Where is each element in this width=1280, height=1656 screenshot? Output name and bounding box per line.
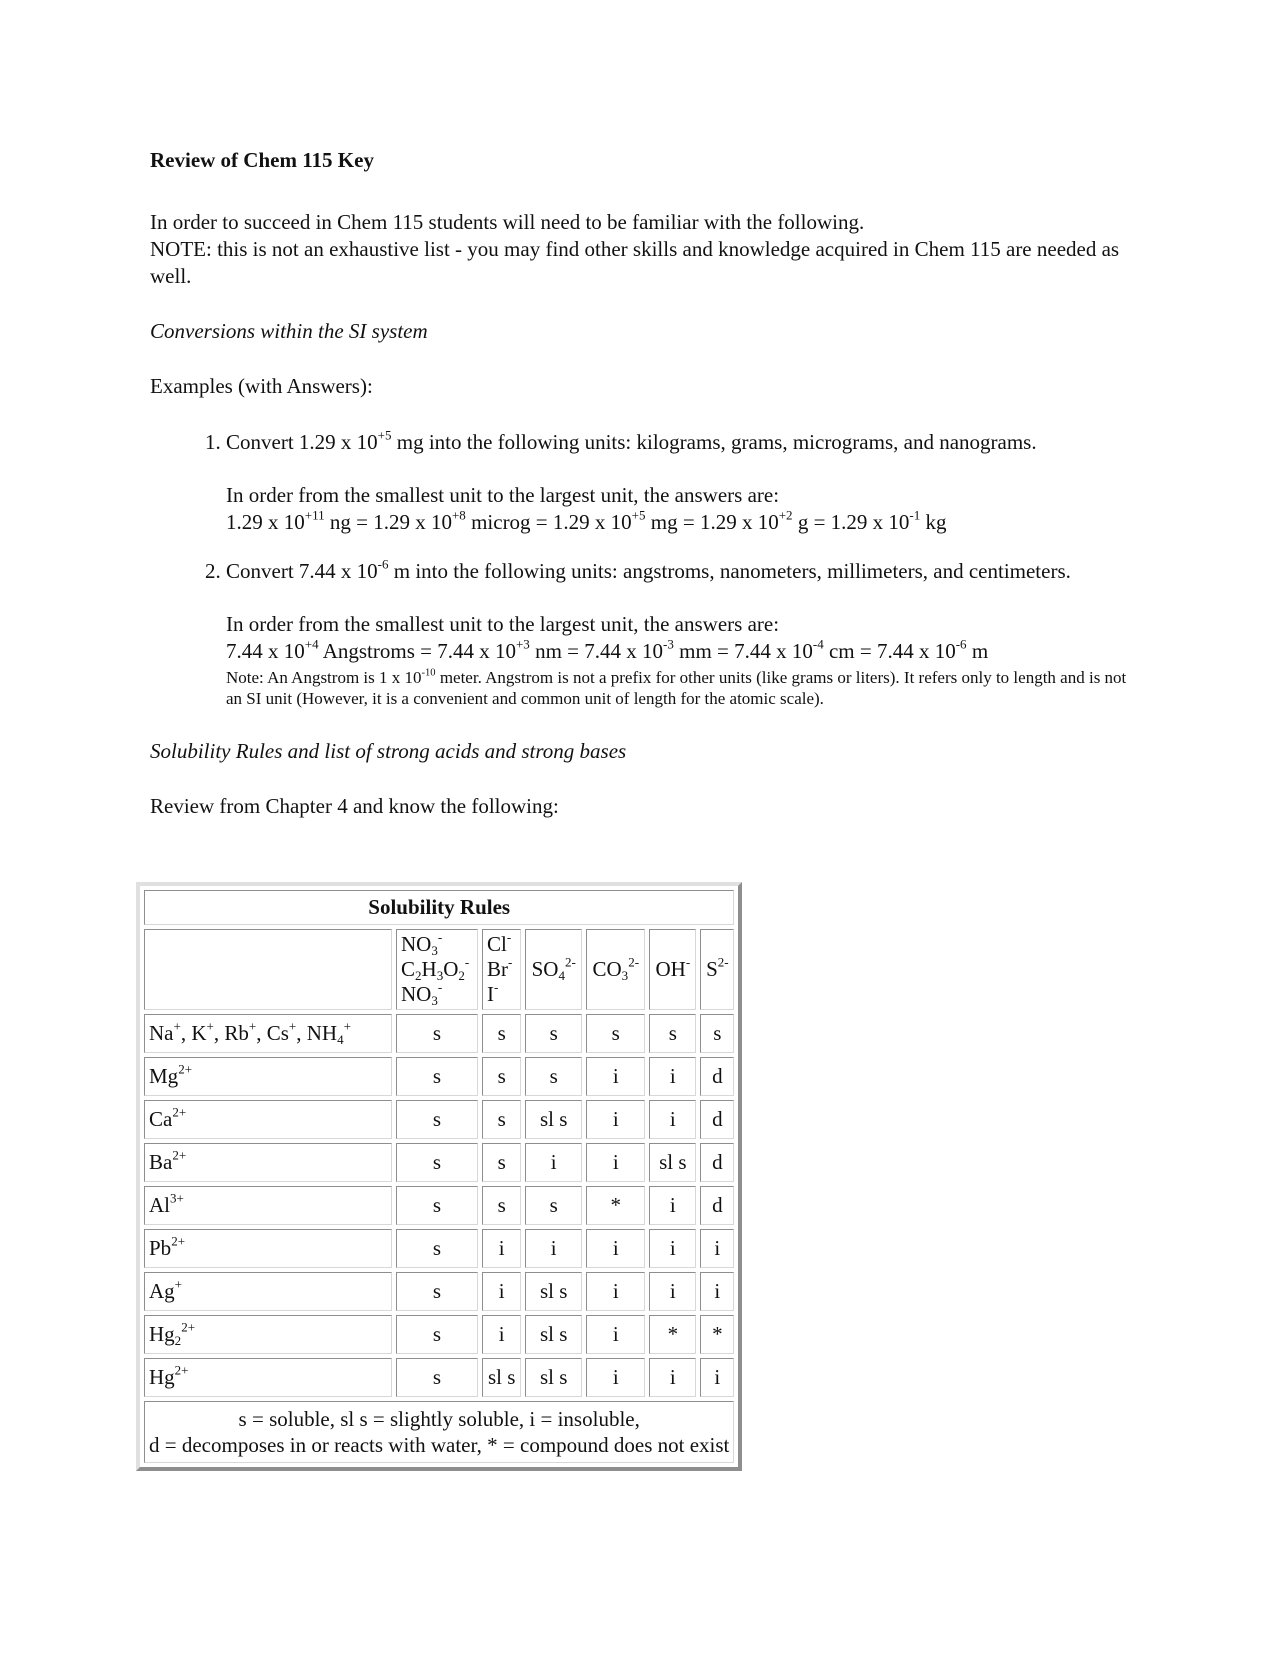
cation-cell: $Pb^{2+}$ (144, 1229, 392, 1268)
table-row (144, 1315, 734, 1354)
solubility-cell: d (700, 1057, 734, 1096)
solubility-cell: * (586, 1186, 645, 1225)
solubility-table-frame (136, 882, 742, 1471)
anion-header: OH- (649, 929, 696, 1010)
section-heading-solubility: Solubility Rules and list of strong acids and strong bases (150, 739, 627, 763)
solubility-cell: i (649, 1186, 696, 1225)
anion-header-row (144, 929, 734, 1010)
solubility-cell: sl s (525, 1315, 582, 1354)
solubility-cell: s (396, 1229, 478, 1268)
document-page (150, 148, 1130, 820)
example-item (226, 429, 1130, 536)
answer-block (226, 482, 1130, 536)
solubility-cell: i (586, 1057, 645, 1096)
solubility-cell: s (396, 1315, 478, 1354)
solubility-cell: i (525, 1143, 582, 1182)
solubility-cell: i (700, 1358, 734, 1397)
table-row (144, 1057, 734, 1096)
answer-intro: In order from the smallest unit to the largest unit, the answers are: (226, 612, 780, 636)
solubility-cell: s (482, 1100, 521, 1139)
angstrom-note: Note: An Angstrom is 1 x $10^{-10}$ meter. Angstrom is not a prefix for other units (like grams or liters). It refers only to length and is not an SI unit (However, it is a convenient and common unit of length for the atomic scale). (226, 667, 1127, 708)
solubility-cell: * (649, 1315, 696, 1354)
solubility-cell: i (586, 1315, 645, 1354)
solubility-cell: i (700, 1272, 734, 1311)
section-heading-si-conversions: Conversions within the SI system (150, 319, 428, 343)
solubility-cell: i (586, 1100, 645, 1139)
solubility-cell: d (700, 1186, 734, 1225)
table-row (144, 1358, 734, 1397)
solubility-cell: i (649, 1057, 696, 1096)
solubility-cell: i (586, 1358, 645, 1397)
table-row (144, 1186, 734, 1225)
solubility-cell: s (482, 1143, 521, 1182)
solubility-cell: i (525, 1229, 582, 1268)
cation-cell: $Hg_2^{2+}$ (144, 1315, 392, 1354)
solubility-cell: sl s (482, 1358, 521, 1397)
legend-line: d = decomposes in or reacts with water, * = compound does not exist (149, 1433, 730, 1457)
cation-cell: $Al^{3+}$ (144, 1186, 392, 1225)
solubility-cell: * (700, 1315, 734, 1354)
solubility-cell: i (586, 1143, 645, 1182)
solubility-cell: i (649, 1358, 696, 1397)
anion-header: $CO_3^{2-}$ (586, 929, 645, 1010)
solubility-cell: sl s (525, 1100, 582, 1139)
solubility-cell: i (649, 1229, 696, 1268)
table-row (144, 1100, 734, 1139)
corner-cell (144, 929, 392, 1010)
cation-cell: Na+, K+, Rb+, Cs+, $NH_4^+$ (144, 1014, 392, 1053)
table-row (144, 1143, 734, 1182)
solubility-cell: i (649, 1100, 696, 1139)
solubility-cell: s (525, 1186, 582, 1225)
answer-intro: In order from the smallest unit to the largest unit, the answers are: (226, 483, 780, 507)
solubility-cell: s (649, 1014, 696, 1053)
cation-cell: Ag+ (144, 1272, 392, 1311)
solubility-cell: s (482, 1014, 521, 1053)
answer-chain: 1.29 x $10^{+11}$ ng = 1.29 x $10^{+8}$ microg = 1.29 x $10^{+5}$ mg = 1.29 x $10^{+2}$ g = 1.29 x $10^{-1}$ kg (226, 507, 947, 534)
table-row (144, 1229, 734, 1268)
legend-line: s = soluble, sl s = slightly soluble, i = insoluble, (238, 1407, 640, 1431)
solubility-cell: i (482, 1315, 521, 1354)
example-item (226, 558, 1130, 709)
review-instruction: Review from Chapter 4 and know the following: (150, 794, 559, 818)
answer-block (226, 611, 1130, 709)
table-row (144, 1272, 734, 1311)
solubility-cell: sl s (649, 1143, 696, 1182)
question-text: Convert 7.44 x $10^{-6}$ m into the following units: angstroms, nanometers, millimeters, and centimeters. (226, 556, 1071, 583)
solubility-cell: sl s (525, 1272, 582, 1311)
solubility-cell: s (482, 1057, 521, 1096)
question-text: Convert 1.29 x $10^{+5}$ mg into the following units: kilograms, grams, micrograms, and nanograms. (226, 427, 1037, 454)
anion-header: $NO_3^-$ $C_2H_3O_2^-$ $NO_3^-$ (396, 929, 478, 1010)
solubility-cell: i (700, 1229, 734, 1268)
examples-label: Examples (with Answers): (150, 374, 373, 398)
page-title: Review of Chem 115 Key (150, 148, 374, 172)
solubility-cell: i (482, 1229, 521, 1268)
solubility-cell: s (396, 1143, 478, 1182)
cation-cell: $Ba^{2+}$ (144, 1143, 392, 1182)
solubility-cell: i (586, 1272, 645, 1311)
solubility-cell: s (525, 1057, 582, 1096)
table-row (144, 1014, 734, 1053)
solubility-cell: s (396, 1014, 478, 1053)
solubility-cell: d (700, 1100, 734, 1139)
intro-note: NOTE: this is not an exhaustive list - you may find other skills and knowledge acquired in Chem 115 are needed as well. (150, 237, 1120, 288)
solubility-cell: s (396, 1057, 478, 1096)
cation-cell: $Mg^{2+}$ (144, 1057, 392, 1096)
cation-cell: $Ca^{2+}$ (144, 1100, 392, 1139)
solubility-cell: d (700, 1143, 734, 1182)
solubility-table (140, 886, 738, 1467)
solubility-cell: s (700, 1014, 734, 1053)
anion-header: $SO_4^{2-}$ (525, 929, 582, 1010)
solubility-cell: sl s (525, 1358, 582, 1397)
table-legend (144, 1401, 734, 1463)
solubility-cell: s (525, 1014, 582, 1053)
solubility-cell: i (482, 1272, 521, 1311)
solubility-cell: s (586, 1014, 645, 1053)
anion-header: $S^{2-}$ (700, 929, 734, 1010)
table-title: Solubility Rules (144, 890, 734, 925)
examples-list (150, 429, 1130, 709)
solubility-cell: s (396, 1358, 478, 1397)
solubility-cell: i (586, 1229, 645, 1268)
solubility-cell: s (482, 1186, 521, 1225)
solubility-cell: s (396, 1186, 478, 1225)
solubility-cell: s (396, 1100, 478, 1139)
solubility-cell: s (396, 1272, 478, 1311)
intro-line-1: In order to succeed in Chem 115 students will need to be familiar with the following. (150, 210, 865, 234)
solubility-cell: i (649, 1272, 696, 1311)
cation-cell: $Hg^{2+}$ (144, 1358, 392, 1397)
anion-header: Cl- Br- I- (482, 929, 521, 1010)
answer-chain: 7.44 x $10^{+4}$ Angstroms = 7.44 x $10^{+3}$ nm = 7.44 x $10^{-3}$ mm = 7.44 x $10^{-4}$ cm = 7.44 x $10^{-6}$ m (226, 636, 989, 663)
